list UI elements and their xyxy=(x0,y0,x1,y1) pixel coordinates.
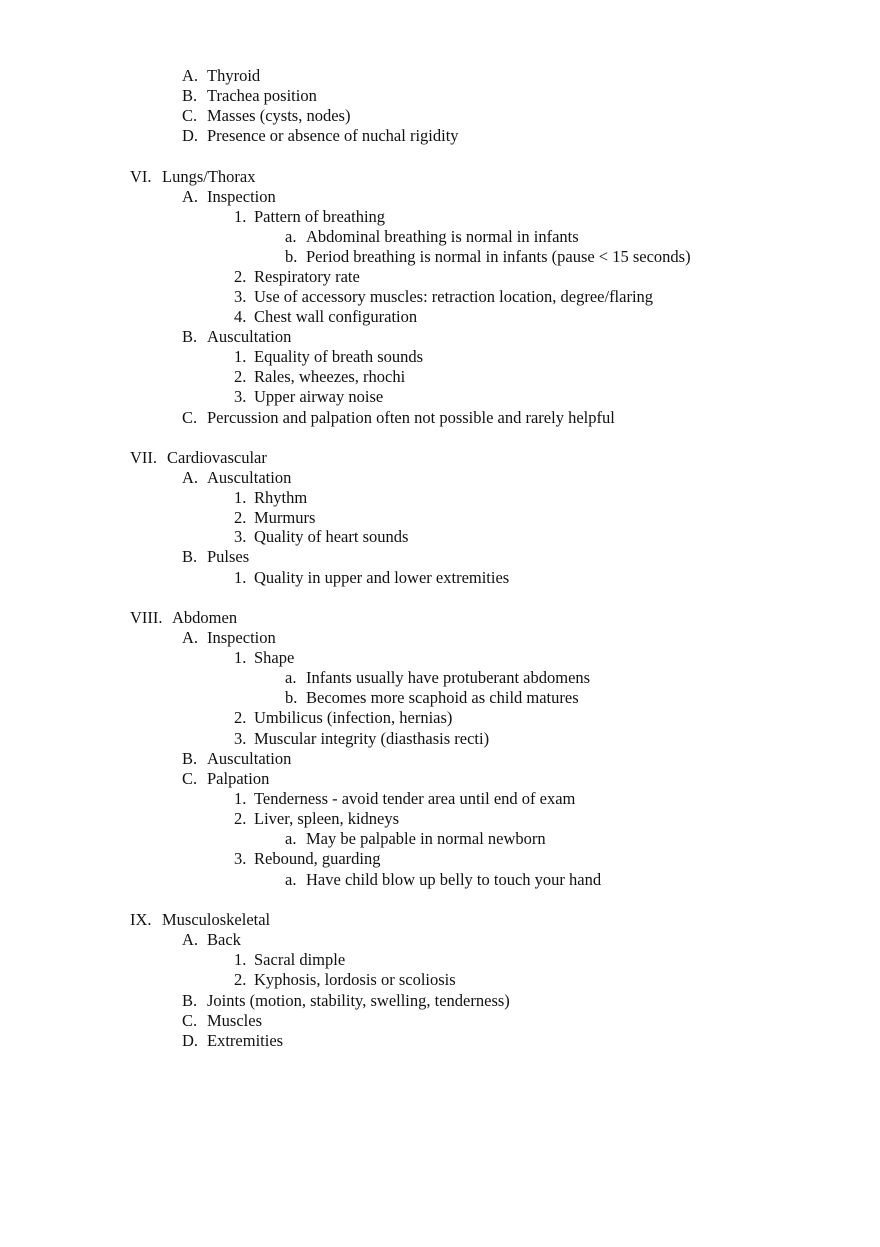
item-label: D. xyxy=(182,1031,199,1050)
item-text: Murmurs xyxy=(254,508,316,527)
outline-item xyxy=(234,729,489,749)
outline-item xyxy=(285,668,590,688)
item-label: B. xyxy=(182,749,198,768)
item-label: b. xyxy=(285,247,298,266)
item-text: Pulses xyxy=(207,547,250,566)
item-label: A. xyxy=(182,66,199,85)
item-label: 4. xyxy=(234,307,247,326)
item-label: a. xyxy=(285,668,297,687)
item-text: Extremities xyxy=(207,1031,284,1050)
item-text: Joints (motion, stability, swelling, tenderness) xyxy=(207,991,510,1010)
item-label: B. xyxy=(182,86,198,105)
outline-item xyxy=(234,508,315,528)
outline-item xyxy=(182,468,291,488)
item-label: 3. xyxy=(234,729,247,748)
outline-item xyxy=(234,367,405,387)
outline-item xyxy=(234,488,307,508)
item-label: 3. xyxy=(234,527,247,546)
outline-item xyxy=(182,547,249,567)
item-label: 3. xyxy=(234,387,247,406)
section-title: Abdomen xyxy=(172,608,238,627)
outline-item xyxy=(182,749,291,769)
item-text: Quality of heart sounds xyxy=(254,527,409,546)
item-label: A. xyxy=(182,930,199,949)
outline-item xyxy=(182,66,260,86)
item-text: Have child blow up belly to touch your hand xyxy=(306,870,602,889)
outline-item xyxy=(234,648,294,668)
item-text: Back xyxy=(207,930,241,949)
outline-item xyxy=(234,568,509,588)
item-text: May be palpable in normal newborn xyxy=(306,829,546,848)
item-label: 1. xyxy=(234,568,247,587)
outline-item xyxy=(285,247,691,267)
item-text: Quality in upper and lower extremities xyxy=(254,568,510,587)
outline-item xyxy=(182,628,276,648)
item-label: B. xyxy=(182,547,198,566)
item-label: a. xyxy=(285,227,297,246)
item-text: Use of accessory muscles: retraction location, degree/flaring xyxy=(254,287,654,306)
item-label: 2. xyxy=(234,809,247,828)
item-text: Sacral dimple xyxy=(254,950,346,969)
item-text: Muscles xyxy=(207,1011,262,1030)
item-label: C. xyxy=(182,769,198,788)
outline-item xyxy=(182,86,317,106)
item-text: Period breathing is normal in infants (pause < 15 seconds) xyxy=(306,247,691,266)
item-text: Kyphosis, lordosis or scoliosis xyxy=(254,970,456,989)
item-label: b. xyxy=(285,688,298,707)
item-text: Shape xyxy=(254,648,295,667)
outline-item xyxy=(234,849,380,869)
section-numeral: IX. xyxy=(130,910,152,929)
item-label: 2. xyxy=(234,367,247,386)
section-numeral: VII. xyxy=(130,448,158,467)
item-label: 3. xyxy=(234,287,247,306)
item-label: 1. xyxy=(234,648,247,667)
item-label: 1. xyxy=(234,789,247,808)
item-text: Percussion and palpation often not possible and rarely helpful xyxy=(207,408,615,427)
outline-item xyxy=(182,408,615,428)
outline-item xyxy=(182,1031,283,1051)
item-text: Upper airway noise xyxy=(254,387,384,406)
section-heading-cardiovascular xyxy=(130,448,267,468)
section-title: Musculoskeletal xyxy=(162,910,271,929)
item-label: a. xyxy=(285,870,297,889)
item-text: Masses (cysts, nodes) xyxy=(207,106,351,125)
item-text: Abdominal breathing is normal in infants xyxy=(306,227,579,246)
item-label: D. xyxy=(182,126,199,145)
item-text: Rales, wheezes, rhochi xyxy=(254,367,406,386)
item-text: Thyroid xyxy=(207,66,261,85)
item-text: Presence or absence of nuchal rigidity xyxy=(207,126,459,145)
item-text: Auscultation xyxy=(207,327,292,346)
item-text: Trachea position xyxy=(207,86,317,105)
section-numeral: VIII. xyxy=(130,608,163,627)
item-label: 1. xyxy=(234,207,247,226)
item-label: C. xyxy=(182,1011,198,1030)
item-label: 3. xyxy=(234,849,247,868)
outline-item xyxy=(182,126,459,146)
item-text: Auscultation xyxy=(207,749,292,768)
outline-item xyxy=(182,327,291,347)
outline-item xyxy=(234,708,452,728)
outline-item xyxy=(182,106,350,126)
outline-item xyxy=(234,347,423,367)
outline-item xyxy=(234,307,417,327)
item-text: Inspection xyxy=(207,187,276,206)
item-text: Palpation xyxy=(207,769,270,788)
section-heading-musculoskeletal xyxy=(130,910,270,930)
item-label: 2. xyxy=(234,708,247,727)
outline-item xyxy=(234,809,399,829)
outline-item xyxy=(234,287,653,307)
item-label: 1. xyxy=(234,950,247,969)
outline-item xyxy=(234,207,385,227)
item-label: 1. xyxy=(234,347,247,366)
item-text: Equality of breath sounds xyxy=(254,347,424,366)
item-text: Rebound, guarding xyxy=(254,849,381,868)
item-label: 1. xyxy=(234,488,247,507)
item-label: A. xyxy=(182,628,199,647)
outline-item xyxy=(234,950,345,970)
outline-item xyxy=(182,769,269,789)
item-text: Liver, spleen, kidneys xyxy=(254,809,400,828)
item-text: Pattern of breathing xyxy=(254,207,386,226)
outline-item xyxy=(234,527,408,547)
item-text: Auscultation xyxy=(207,468,292,487)
item-label: C. xyxy=(182,408,198,427)
item-label: a. xyxy=(285,829,297,848)
item-text: Rhythm xyxy=(254,488,308,507)
item-text: Inspection xyxy=(207,628,276,647)
section-title: Lungs/Thorax xyxy=(162,167,256,186)
item-text: Umbilicus (infection, hernias) xyxy=(254,708,453,727)
outline-item xyxy=(234,789,575,809)
section-title: Cardiovascular xyxy=(167,448,267,467)
item-label: 2. xyxy=(234,970,247,989)
section-numeral: VI. xyxy=(130,167,152,186)
outline-item xyxy=(234,387,383,407)
outline-item xyxy=(182,991,510,1011)
outline-item xyxy=(234,267,360,287)
outline-item xyxy=(285,870,601,890)
item-text: Respiratory rate xyxy=(254,267,360,286)
item-text: Chest wall configuration xyxy=(254,307,418,326)
section-heading-abdomen xyxy=(130,608,237,628)
outline-item xyxy=(234,970,456,990)
item-label: 2. xyxy=(234,267,247,286)
outline-item xyxy=(182,187,276,207)
outline-item xyxy=(182,1011,262,1031)
item-label: C. xyxy=(182,106,198,125)
item-label: B. xyxy=(182,991,198,1010)
section-heading-lungs-thorax xyxy=(130,167,255,187)
outline-item xyxy=(285,688,579,708)
item-text: Infants usually have protuberant abdomens xyxy=(306,668,591,687)
item-label: B. xyxy=(182,327,198,346)
outline-item xyxy=(285,227,579,247)
outline-item xyxy=(182,930,241,950)
item-text: Muscular integrity (diasthasis recti) xyxy=(254,729,490,748)
item-label: A. xyxy=(182,187,199,206)
item-text: Tenderness - avoid tender area until end of exam xyxy=(254,789,576,808)
item-text: Becomes more scaphoid as child matures xyxy=(306,688,579,707)
item-label: 2. xyxy=(234,508,247,527)
outline-item xyxy=(285,829,546,849)
item-label: A. xyxy=(182,468,199,487)
